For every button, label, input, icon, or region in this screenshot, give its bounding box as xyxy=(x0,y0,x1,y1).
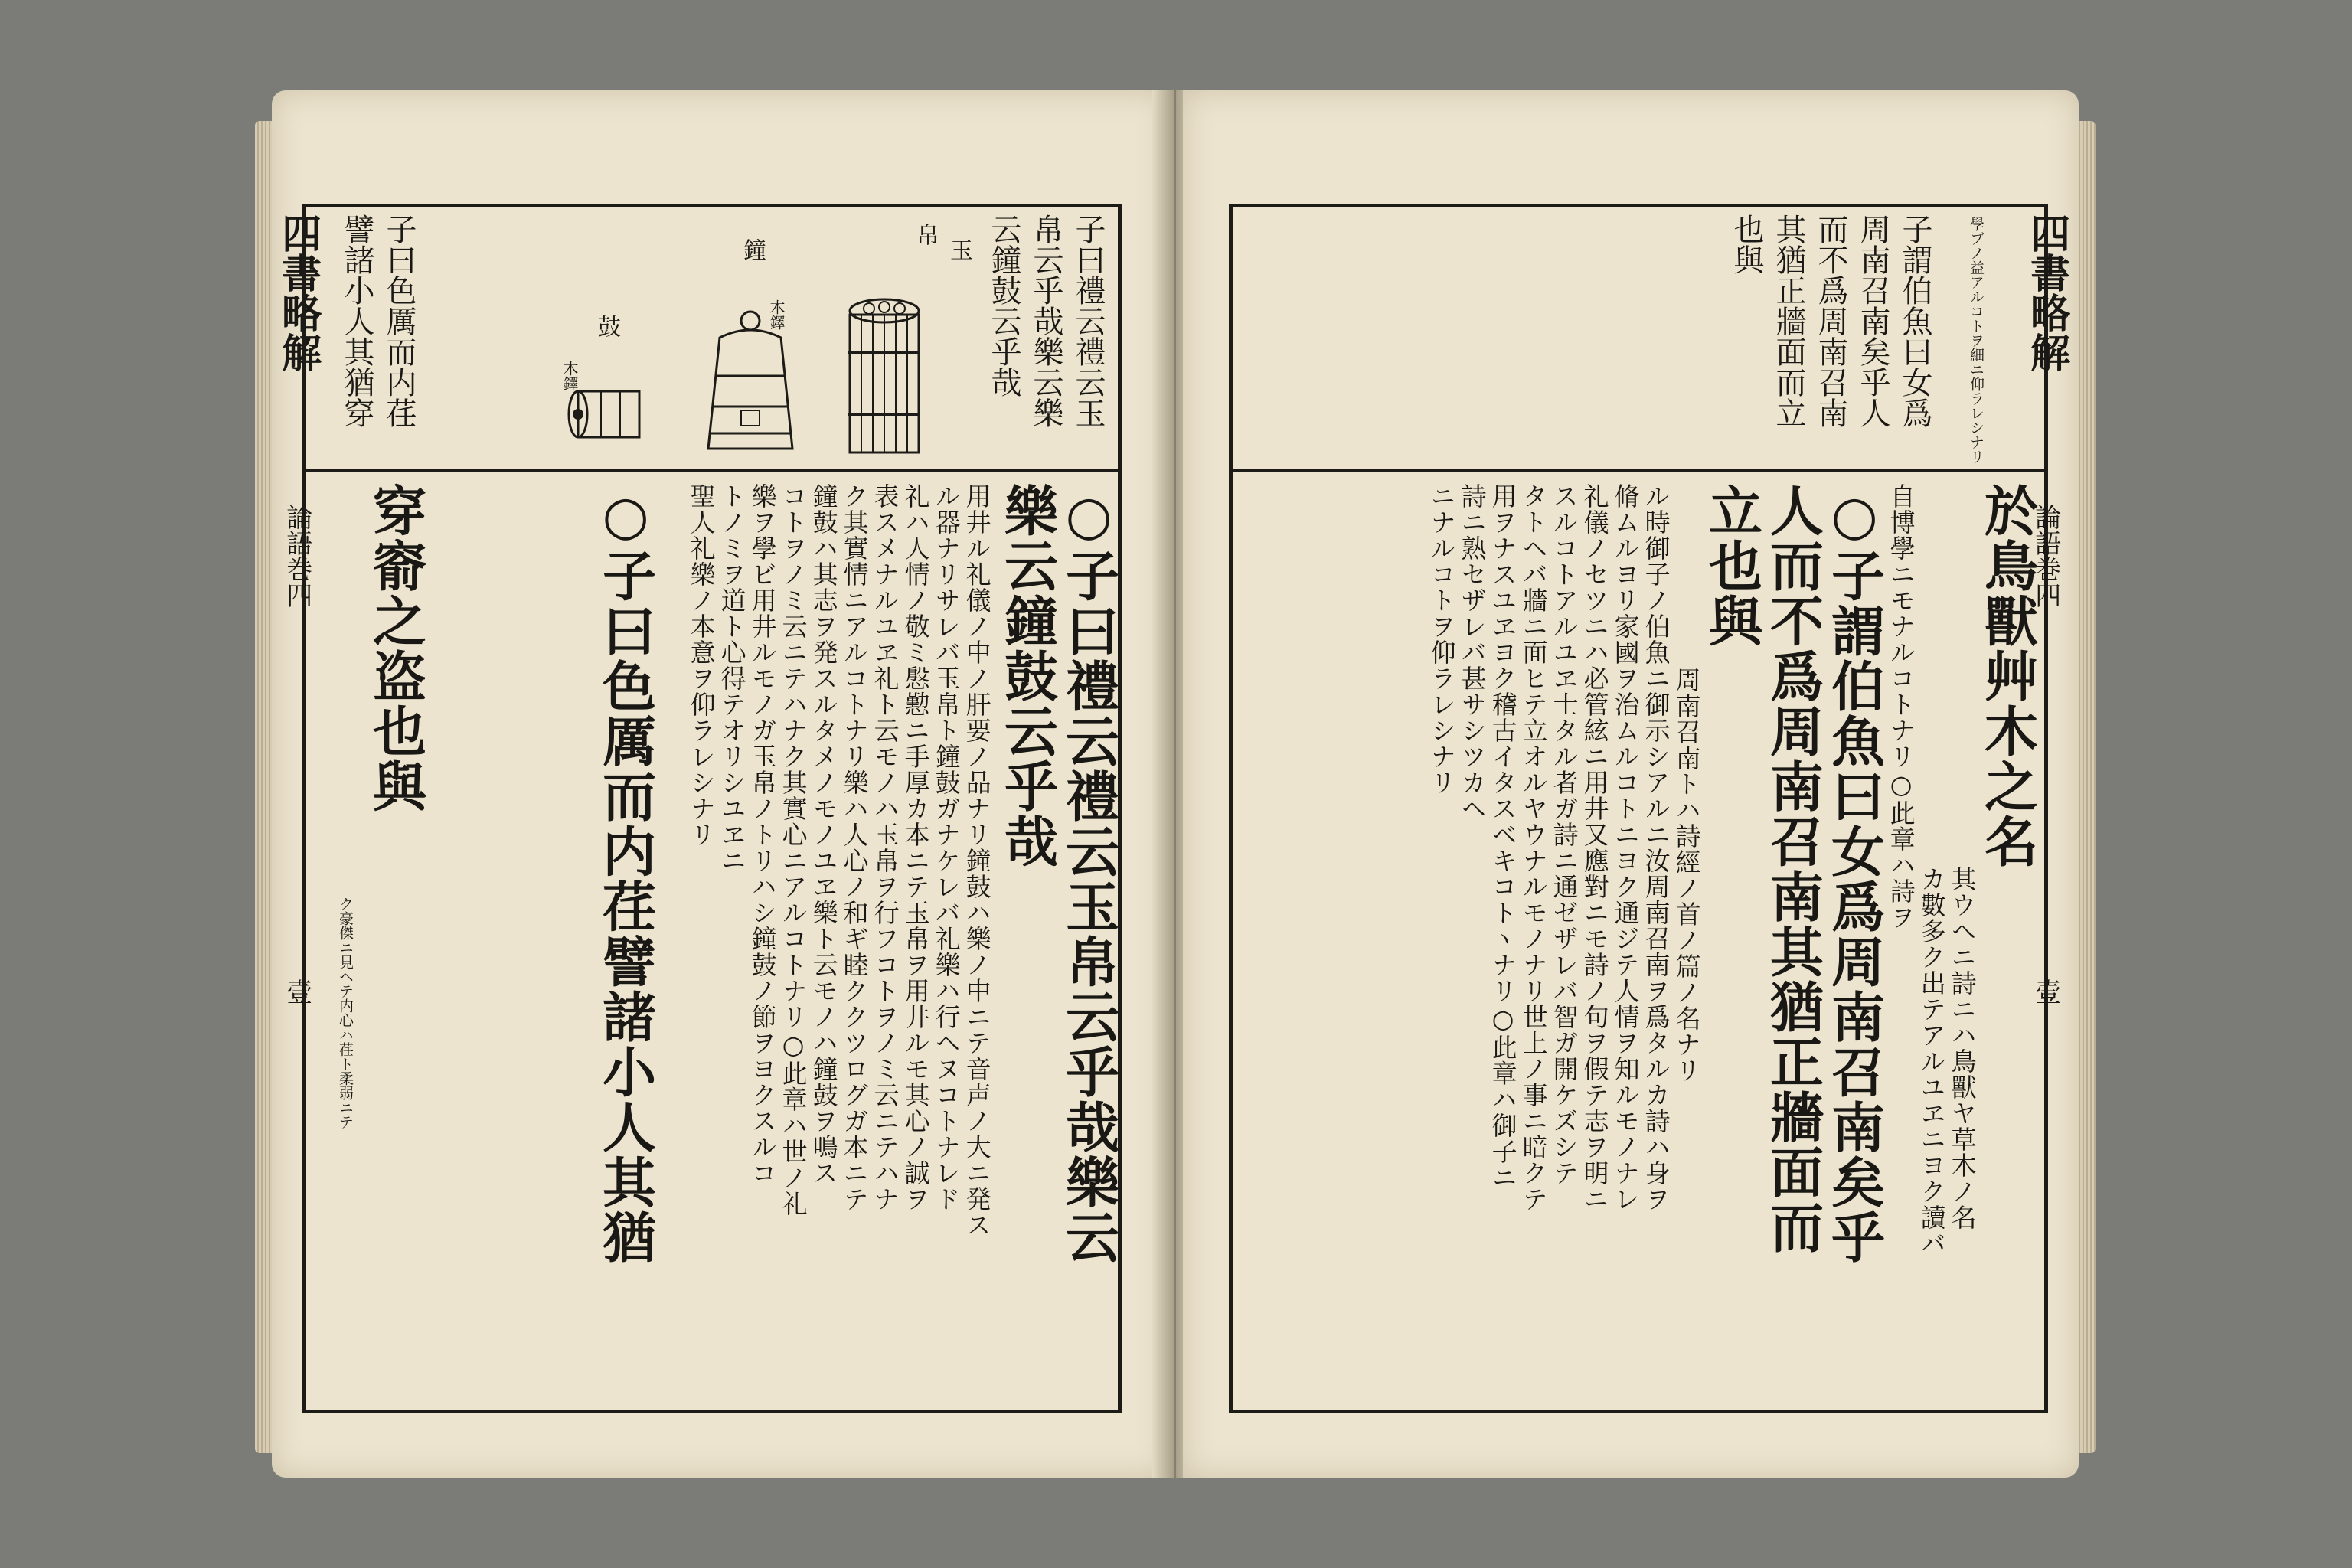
right-page xyxy=(1183,90,2079,1478)
right-main-col-10: 脩ムルヨリ家國ヲ治ムルコトニヨク通ジテ人情ヲ知ルモノナレ xyxy=(1610,483,1641,1212)
bell-note: 木鐸 xyxy=(767,299,786,330)
right-main-col-12: スルコトアルユヱ士タル者ガ詩ニ通ゼザレバ智ガ開ケズシテ xyxy=(1549,483,1579,1186)
open-book xyxy=(272,90,2079,1478)
right-main-col-9: ル時御子ノ伯魚ニ御示シアルニ汝周南召南ヲ爲タルカ詩ハ身ヲ xyxy=(1641,483,1671,1212)
right-main-col-6: 人而不爲周南召南其猶正牆面而 xyxy=(1761,483,1825,1255)
right-upper-col-2: 周南召南矣乎人 xyxy=(1855,214,1890,428)
right-main-col-7: 立也與 xyxy=(1700,483,1764,648)
right-main-col-11: 礼儀ノセツニハ必管絃ニ用井又應對ニモ詩ノ句ヲ假テ志ヲ明ニ xyxy=(1579,483,1610,1212)
right-main-col-8: 周南召南トハ詩經ノ首ノ篇ノ名ナリ xyxy=(1671,667,1702,1083)
label-silk: 帛 xyxy=(912,223,939,246)
left-main-col-1: ○子曰禮云禮云玉帛云乎哉樂云 xyxy=(1057,483,1121,1265)
left-main-col-14: 穿窬之盗也與 xyxy=(364,483,428,814)
left-text-frame xyxy=(302,204,1122,1413)
left-upper-col-5: 譬諸小人其猶穿 xyxy=(339,214,374,428)
left-main-col-4: ル器ナリサレバ玉帛ト鐘鼓ガナケレバ礼樂ハ行ヘヌコトナレド xyxy=(931,483,962,1212)
left-main-col-7: ク其實情ニアルコトナリ樂ハ人心ノ和ギ睦ククツログガ本ニテ xyxy=(839,483,870,1212)
drum-illustration xyxy=(567,376,651,452)
right-main-col-14: 用ヲナスユヱヨク稽古イタスベキコトヽナリ○此章ハ御子ニ xyxy=(1488,483,1518,1191)
right-upper-col-5: 也與 xyxy=(1729,214,1764,275)
right-divider xyxy=(1233,469,2044,472)
right-main-col-1: 於鳥獸艸木之名 xyxy=(1975,483,2040,869)
left-main-col-3: 用井ル礼儀ノ中ノ肝要ノ品ナリ鐘鼓ハ樂ノ中ニテ音声ノ大ニ発ス xyxy=(962,483,992,1238)
left-main-col-8: 鐘鼓ハ其志ヲ発スルタメノモノユヱ樂ト云モノハ鐘鼓ヲ鳴ス xyxy=(808,483,839,1186)
left-margin-page-number: 壹 xyxy=(281,978,312,1004)
left-tail-note: ク豪傑ニ見ヘテ内心ハ荏ト柔弱ニテ xyxy=(336,897,354,1129)
left-upper-col-1: 子曰禮云禮云玉 xyxy=(1070,214,1106,428)
left-main-col-6: 表スメナルユヱ礼ト云モノハ玉帛ヲ行フコトヲノミ云ニテハナ xyxy=(870,483,900,1212)
label-bell: 鐘 xyxy=(739,238,766,261)
right-main-col-15: 詩ニ熟セザレバ甚サシツカヘ xyxy=(1457,483,1488,822)
left-divider xyxy=(306,469,1118,472)
left-upper-col-4: 子曰色厲而内荏 xyxy=(381,214,416,428)
right-upper-col-3: 而不爲周南召南 xyxy=(1813,214,1848,428)
right-margin-subtitle: 論語巻四 xyxy=(2030,504,2061,608)
left-main-col-12: 聖人礼樂ノ本意ヲ仰ラレシナリ xyxy=(686,483,717,848)
right-main-col-16: ニナルコトヲ仰ラレシナリ xyxy=(1426,483,1457,795)
left-main-col-13: ○子曰色厲而内荏譬諸小人其猶 xyxy=(593,483,658,1265)
right-upper-note: 學ブノ益アルコトヲ細ニ仰ラレシナリ xyxy=(1967,217,1984,464)
left-main-col-11: トノミヲ道ト心得テオリシユヱニ xyxy=(717,483,747,874)
label-drum: 鼓 xyxy=(593,315,620,338)
right-text-frame xyxy=(1229,204,2048,1413)
left-upper-col-2: 帛云乎哉樂云樂 xyxy=(1028,214,1063,428)
drum-note: 木鐸 xyxy=(560,361,579,391)
right-upper-col-1: 子謂伯魚曰女爲 xyxy=(1897,214,1932,428)
right-main-col-5: ○子謂伯魚曰女爲周南召南矣乎 xyxy=(1822,483,1886,1265)
left-main-col-10: 樂ヲ學ビ用井ルモノガ玉帛ノトリハシ鐘鼓ノ節ヲヨクスルコ xyxy=(747,483,778,1186)
right-margin-page-number: 壹 xyxy=(2030,978,2061,1004)
label-jade: 玉 xyxy=(946,238,972,261)
right-main-col-3: カ數多ク出テアルユヱニヨク讀バ xyxy=(1916,866,1947,1256)
bell-illustration xyxy=(697,307,804,460)
right-main-col-13: タトヘバ牆ニ面ヒテ立オルヤウナルモノナリ世上ノ事ニ暗クテ xyxy=(1518,483,1549,1212)
left-margin-subtitle: 論語巻四 xyxy=(281,504,312,608)
right-margin-title: 四書略解 xyxy=(2023,213,2070,372)
right-main-col-4: 自博學ニモナルコトナリ○此章ハ詩ヲ xyxy=(1886,483,1916,930)
right-main-col-2: 其ウヘニ詩ニハ鳥獸ヤ草木ノ名 xyxy=(1947,866,1978,1230)
left-main-col-2: 樂云鐘鼓云乎哉 xyxy=(995,483,1060,869)
left-main-col-5: 礼ハ人情ノ敬ミ慇懃ニ手厚カ本ニテ玉帛ヲ用井ルモ其心ノ誠ヲ xyxy=(900,483,931,1212)
left-page xyxy=(272,90,1168,1478)
left-upper-col-3: 云鐘鼓云乎哉 xyxy=(986,214,1021,397)
left-main-col-9: コトヲノミ云ニテハナク其實心ニアルコトナリ○此章ハ世ノ礼 xyxy=(778,483,808,1217)
right-upper-col-4: 其猶正牆面而立 xyxy=(1771,214,1806,428)
left-margin-title: 四書略解 xyxy=(274,213,322,372)
silk-bundle-illustration xyxy=(842,292,926,460)
